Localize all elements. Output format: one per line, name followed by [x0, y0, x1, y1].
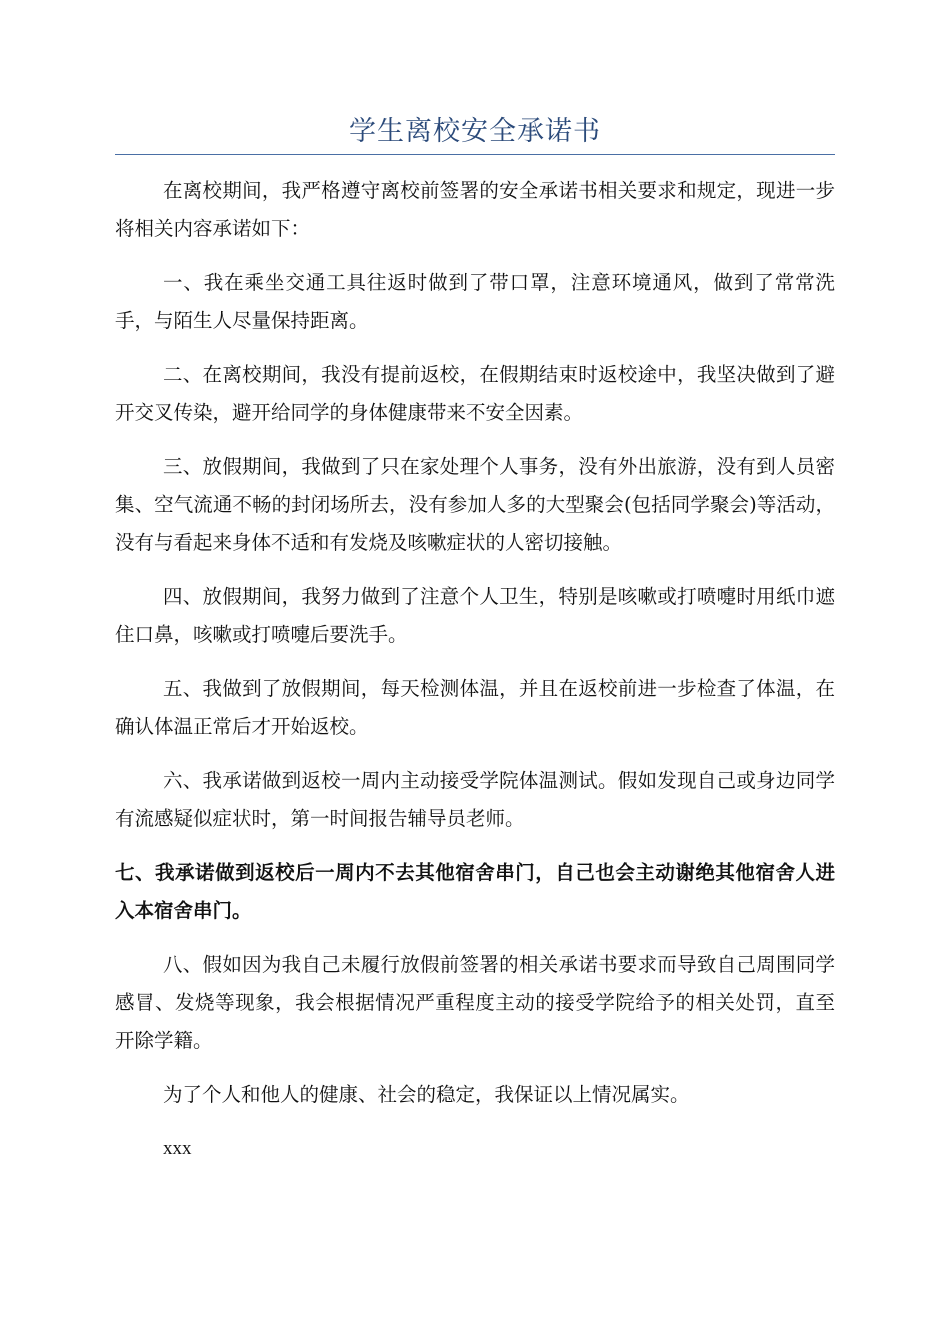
pledge-item-3: 三、放假期间，我做到了只在家处理个人事务，没有外出旅游，没有到人员密集、空气流通不畅的封闭场所去，没有参加人多的大型聚会(包括同学聚会)等活动，没有与看起来身体不适和有发烧及咳嗽症状的人密切接触。 — [115, 455, 835, 554]
document-title: 学生离校安全承诺书 — [349, 116, 601, 147]
pledge-item-4: 四、放假期间，我努力做到了注意个人卫生，特别是咳嗽或打喷嚏时用纸巾遮住口鼻，咳嗽或打喷嚏后要洗手。 — [115, 585, 835, 646]
pledge-item-7: 七、我承诺做到返校后一周内不去其他宿舍串门，自己也会主动谢绝其他宿舍人进入本宿舍串门。 — [115, 861, 835, 922]
signature-placeholder: xxx — [163, 1138, 192, 1159]
closing-statement: 为了个人和他人的健康、社会的稳定，我保证以上情况属实。 — [163, 1083, 690, 1106]
intro-paragraph: 在离校期间，我严格遵守离校前签署的安全承诺书相关要求和规定，现进一步将相关内容承诺如下： — [115, 179, 835, 240]
document-body — [115, 172, 835, 1184]
pledge-item-5: 五、我做到了放假期间，每天检测体温，并且在返校前进一步检查了体温，在确认体温正常后才开始返校。 — [115, 677, 835, 738]
pledge-item-2: 二、在离校期间，我没有提前返校，在假期结束时返校途中，我坚决做到了避开交叉传染，避开给同学的身体健康带来不安全因素。 — [115, 363, 835, 424]
pledge-item-8: 八、假如因为我自己未履行放假前签署的相关承诺书要求而导致自己周围同学感冒、发烧等现象，我会根据情况严重程度主动的接受学院给予的相关处罚，直至开除学籍。 — [115, 953, 835, 1052]
pledge-item-1: 一、我在乘坐交通工具往返时做到了带口罩，注意环境通风，做到了常常洗手，与陌生人尽量保持距离。 — [115, 271, 835, 332]
title-underline — [115, 154, 835, 155]
pledge-item-6: 六、我承诺做到返校一周内主动接受学院体温测试。假如发现自己或身边同学有流感疑似症状时，第一时间报告辅导员老师。 — [115, 769, 835, 830]
